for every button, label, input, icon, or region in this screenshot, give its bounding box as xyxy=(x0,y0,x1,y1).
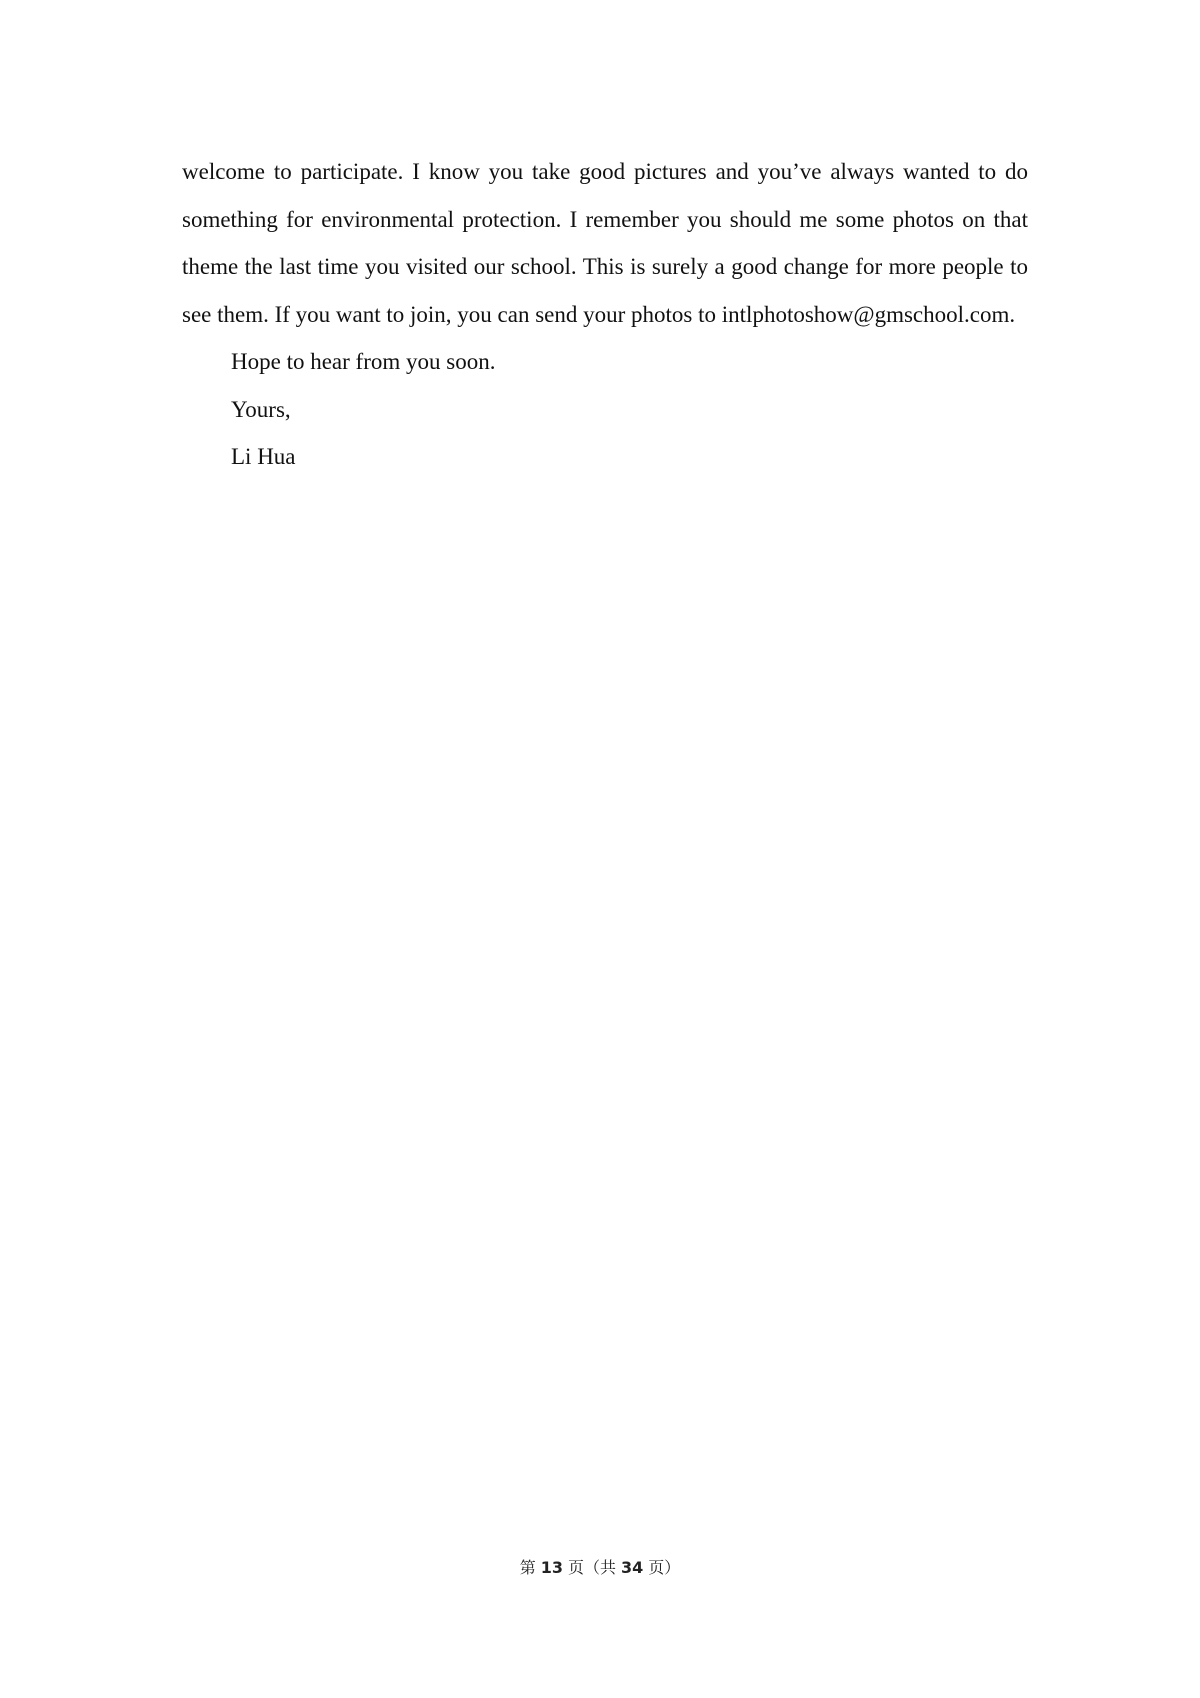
paragraph-line-5: intlphotoshow@gmschool.com. xyxy=(721,301,1016,327)
footer-suffix: 页） xyxy=(648,1558,681,1577)
paragraph-line-4: more people to see them. If you want to join, you can send your photos to xyxy=(182,254,1028,327)
footer-prefix: 第 xyxy=(519,1558,536,1577)
paragraph-line-2: do something for environmental protection. I remember you should me some photos xyxy=(182,159,1029,232)
page-footer xyxy=(0,1556,1200,1580)
signature: Li Hua xyxy=(231,444,296,469)
paragraph-line-3: on that theme the last time you visited our school. This is surely a good change for xyxy=(182,206,1028,279)
closing-line: Hope to hear from you soon. xyxy=(231,349,496,374)
page-number: 13 xyxy=(540,1558,563,1577)
sign-off: Yours, xyxy=(231,396,291,422)
footer-page-word: 页（共 xyxy=(567,1558,616,1577)
letter-paragraph xyxy=(182,148,1028,338)
paragraph-line-1: welcome to participate. I know you take good pictures and you’ve always wanted to xyxy=(182,159,997,184)
letter-body xyxy=(182,148,1028,481)
total-pages: 34 xyxy=(621,1558,644,1577)
